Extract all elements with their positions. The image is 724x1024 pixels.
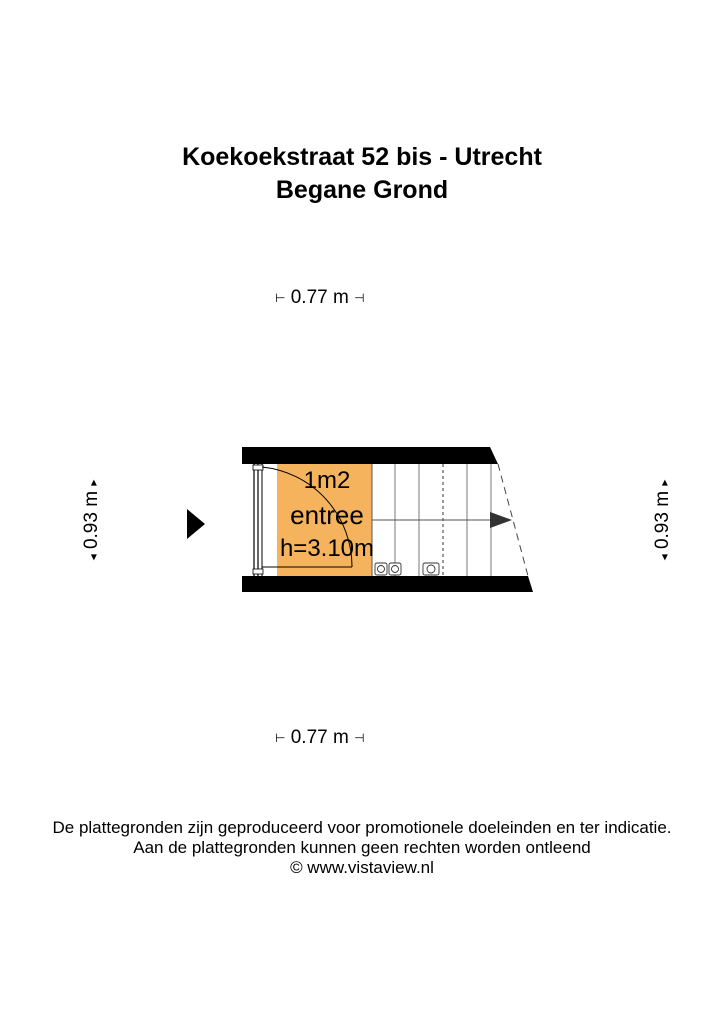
dim-bottom-tick-icon: ◂ — [86, 554, 100, 561]
utility-meters-icon — [375, 563, 439, 575]
top-dimension-value: 0.77 m — [290, 287, 349, 309]
copyright-line: © www.vistaview.nl — [290, 858, 434, 877]
stair-direction-arrow-icon — [490, 512, 512, 528]
dim-left-tick-icon: ⊢ — [275, 731, 286, 745]
address-title: Koekoekstraat 52 bis - Utrecht — [182, 143, 542, 171]
dim-left-tick-icon: ⊢ — [275, 291, 286, 305]
footer-disclaimer — [0, 818, 724, 878]
entrance-arrow-icon — [187, 509, 205, 539]
floor-title: Begane Grond — [275, 176, 449, 204]
dim-top-tick-icon: ▸ — [657, 479, 671, 486]
disclaimer-line-2: Aan de plattegronden kunnen geen rechten worden ontleend — [133, 838, 591, 857]
dim-bottom-tick-icon: ◂ — [657, 554, 671, 561]
dim-right-tick-icon: ⊣ — [354, 731, 365, 745]
dim-right-tick-icon: ⊣ — [354, 291, 365, 305]
dim-top-tick-icon: ▸ — [86, 479, 100, 486]
bottom-dimension-value: 0.77 m — [290, 727, 349, 749]
disclaimer-line-1: De plattegronden zijn geproduceerd voor promotionele doeleinden en ter indicatie. — [52, 818, 672, 837]
bottom-wall — [242, 576, 533, 592]
right-dimension-value: 0.93 m — [652, 490, 673, 550]
room-area: 1m2 — [303, 467, 351, 494]
room-name: entree — [290, 500, 364, 530]
room-height: h=3.10m — [279, 535, 375, 562]
left-dimension-value: 0.93 m — [81, 490, 102, 550]
top-wall — [242, 447, 498, 464]
